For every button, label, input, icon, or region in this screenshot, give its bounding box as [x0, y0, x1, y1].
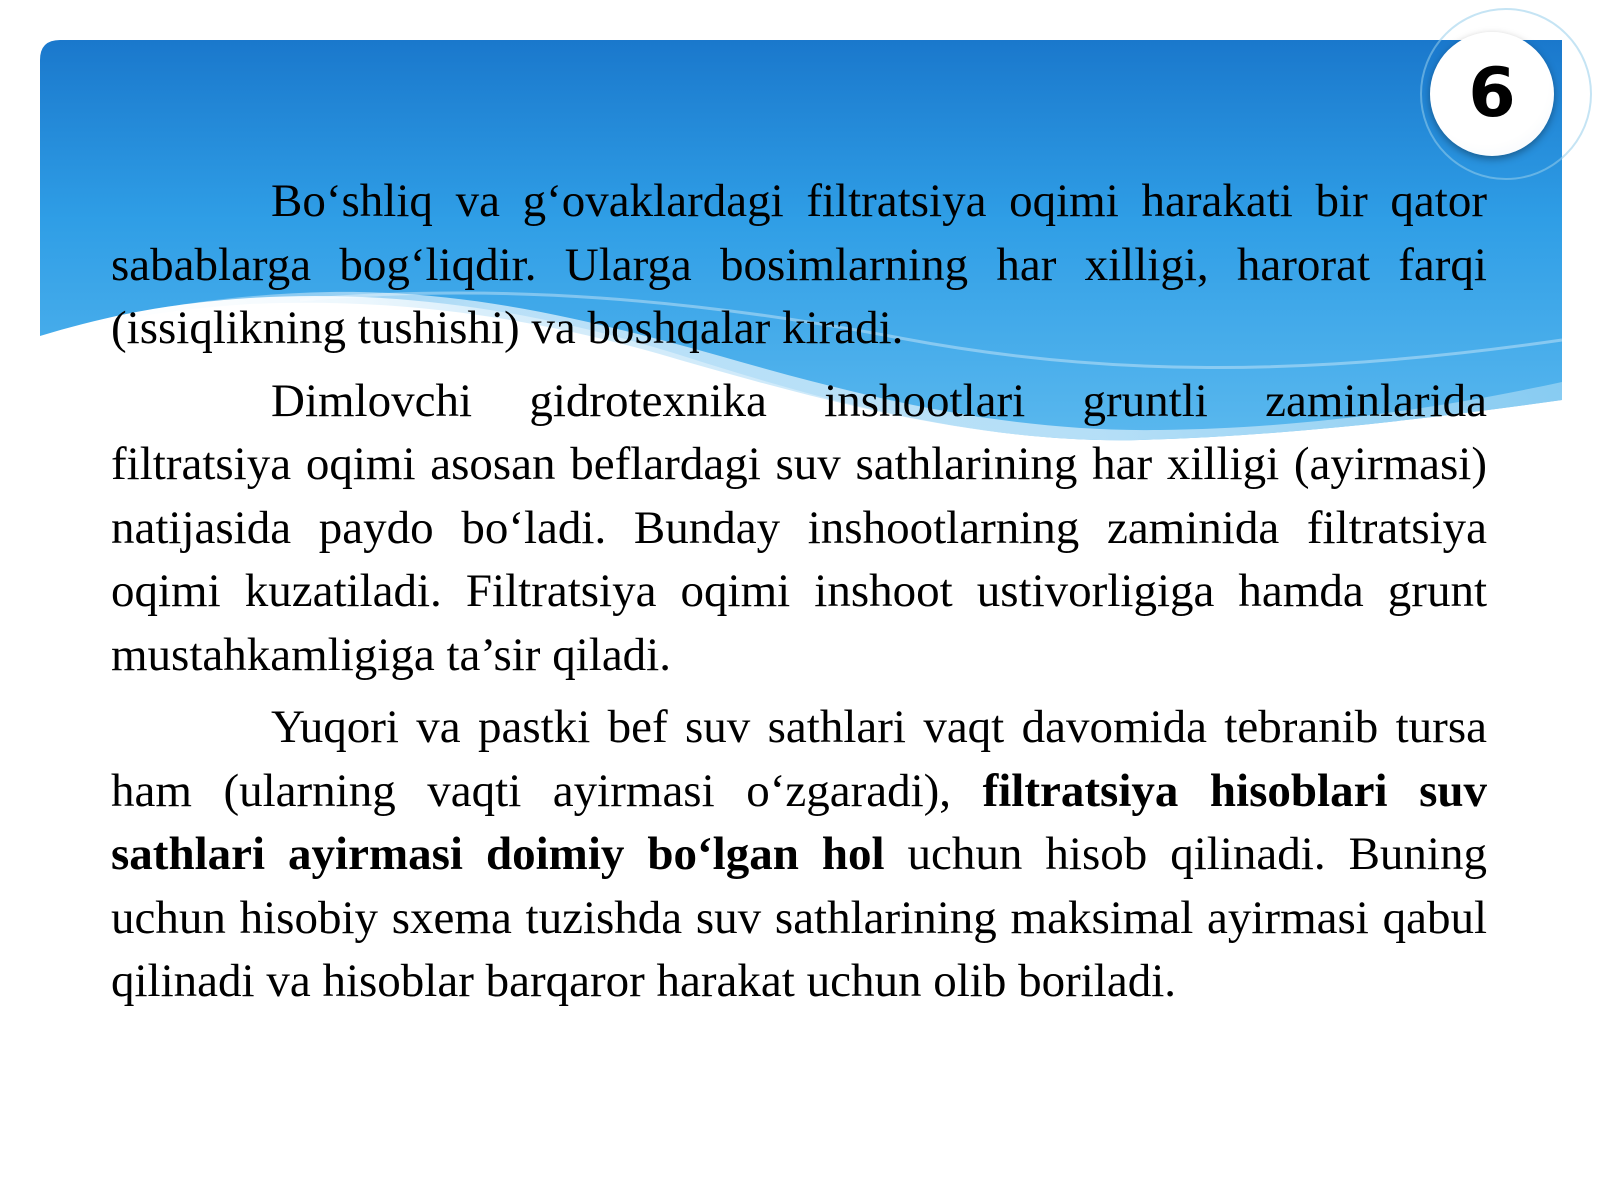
paragraph-3-part-1: Yuqori va pastki bef suv sathlari vaqt davomida tebranib tursa ham (ularning vaqti ayirmasi o‘zgaradi), — [111, 701, 1487, 817]
paragraph-3-part-2: uchun hisob qilinadi. Buning uchun hisobiy sxema tuzishda suv sathlarining maksimal ayirmasi qabul qilinadi va hisoblar barqaror harakat uchun olib boriladi. — [111, 828, 1487, 1007]
body-text — [111, 170, 1487, 1023]
paragraph-2: Dimlovchi gidrotexnika inshootlari gruntli zaminlarida filtratsiya oqimi asosan beflardagi suv sathlarining har xilligi (ayirmasi) natijasida paydo bo‘ladi. Bunday inshootlarning zaminida filtratsiya oqimi kuzatiladi. Filtratsiya oqimi inshoot ustivorligiga hamda grunt mustahkamligiga ta’sir qiladi. — [111, 374, 1487, 681]
paragraph-3 — [111, 696, 1487, 1014]
paragraph-3-bold: filtratsiya hisoblari suv sathlari ayirmasi doimiy bo‘lgan hol — [111, 764, 1487, 880]
page-number: 6 — [1468, 54, 1516, 133]
page-number-badge — [1430, 32, 1554, 156]
paragraph-1: Bo‘shliq va g‘ovaklardagi filtratsiya oqimi harakati bir qator sabablarga bog‘liqdir. Ularga bosimlarning har xilligi, harorat farqi (issiqlikning tushishi) va boshqalar kiradi. — [111, 175, 1487, 354]
